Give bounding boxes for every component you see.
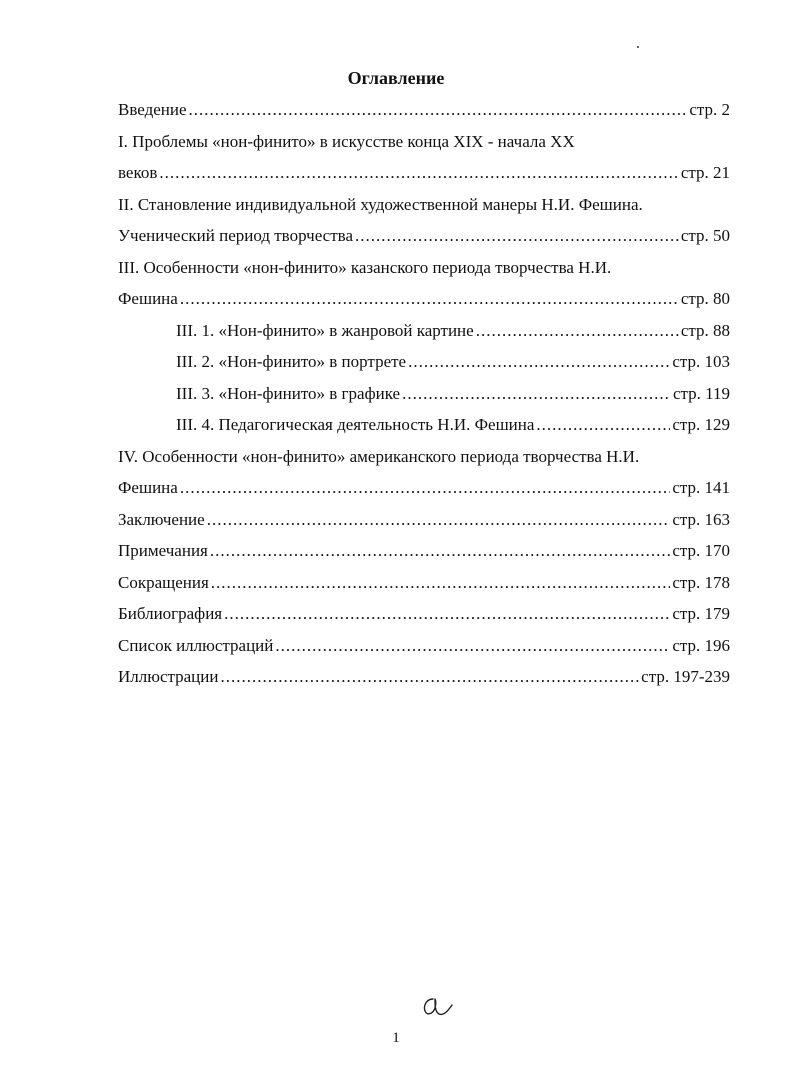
toc-leader (224, 598, 670, 630)
toc-leader (408, 346, 670, 378)
toc-entry-introduction (118, 94, 730, 126)
toc-page: стр. 141 (672, 478, 730, 497)
toc-leader (180, 472, 671, 504)
toc-page: стр. 2 (689, 100, 730, 119)
toc-entry-abbreviations (118, 567, 730, 599)
toc-entry-section-3-1 (118, 315, 730, 347)
toc-leader (207, 504, 671, 536)
toc-page: стр. 196 (672, 635, 730, 655)
toc-page: стр. 80 (680, 289, 730, 308)
toc-leader (211, 567, 671, 599)
toc-label: III. 2. «Нон-финито» в портрете (176, 352, 407, 371)
toc-leader (220, 661, 639, 693)
toc-leader (536, 409, 670, 441)
toc-label: Библиография (118, 604, 223, 623)
handwritten-mark (420, 993, 456, 1019)
toc-entry-illustrations (118, 661, 730, 693)
toc-leader (159, 157, 678, 189)
toc-label: IV. Особенности «нон-финито» американского периода творчества Н.И. (118, 446, 640, 466)
toc-label: Фешина (118, 478, 178, 497)
toc-page: стр. 179 (672, 604, 730, 623)
toc-leader (476, 315, 679, 347)
toc-label: III. 3. «Нон-финито» в графике (176, 383, 401, 403)
toc-label: III. 1. «Нон-финито» в жанровой картине (176, 320, 474, 340)
toc-page: стр. 88 (680, 320, 730, 340)
scan-speck (637, 46, 639, 48)
toc-entry-section-3-4 (118, 409, 730, 441)
toc-page: стр. 103 (672, 352, 730, 371)
toc-leader (275, 630, 670, 662)
toc-label: Ученический период творчества (118, 226, 354, 245)
toc-label: Иллюстрации (118, 667, 219, 686)
toc-entry-chapter-2 (118, 189, 730, 221)
toc-leader (210, 535, 670, 567)
page-title: Оглавление (347, 68, 445, 88)
toc-page: стр. 50 (680, 226, 730, 245)
toc-leader (189, 94, 688, 126)
toc-label: Примечания (118, 541, 208, 560)
toc-page: стр. 119 (672, 383, 730, 403)
page-number: 1 (392, 1030, 400, 1046)
toc-page: стр. 163 (672, 509, 730, 529)
toc-label: Сокращения (118, 572, 209, 592)
toc-entry-chapter-1 (118, 126, 730, 158)
toc-entry-chapter-4-cont (118, 472, 730, 504)
toc-page: стр. 178 (672, 572, 730, 592)
toc-label: Фешина (118, 289, 178, 308)
toc-label: Введение (118, 100, 187, 119)
table-of-contents (118, 94, 730, 693)
toc-label: I. Проблемы «нон-финито» в искусстве конца XIX - начала XX (118, 131, 575, 151)
toc-entry-chapter-4 (118, 441, 730, 473)
toc-label: веков (118, 163, 158, 182)
toc-page: стр. 170 (672, 541, 730, 560)
toc-page: стр. 197-239 (641, 667, 730, 686)
toc-entry-list-of-illustrations (118, 630, 730, 662)
toc-label: II. Становление индивидуальной художественной манеры Н.И. Фешина. (118, 194, 643, 214)
toc-entry-chapter-2-cont (118, 220, 730, 252)
toc-page: стр. 129 (672, 415, 730, 434)
toc-entry-conclusion (118, 504, 730, 536)
toc-label: III. 4. Педагогическая деятельность Н.И. Фешина (176, 415, 535, 434)
toc-entry-chapter-3 (118, 252, 730, 284)
toc-page: стр. 21 (680, 163, 730, 182)
toc-entry-section-3-3 (118, 378, 730, 410)
toc-entry-notes (118, 535, 730, 567)
toc-entry-bibliography (118, 598, 730, 630)
toc-leader (355, 220, 679, 252)
toc-entry-chapter-1-cont (118, 157, 730, 189)
toc-label: Заключение (118, 509, 205, 529)
toc-label: Список иллюстраций (118, 635, 274, 655)
toc-entry-chapter-3-cont (118, 283, 730, 315)
toc-leader (402, 378, 671, 410)
toc-entry-section-3-2 (118, 346, 730, 378)
toc-leader (180, 283, 679, 315)
toc-label: III. Особенности «нон-финито» казанского периода творчества Н.И. (118, 257, 612, 277)
